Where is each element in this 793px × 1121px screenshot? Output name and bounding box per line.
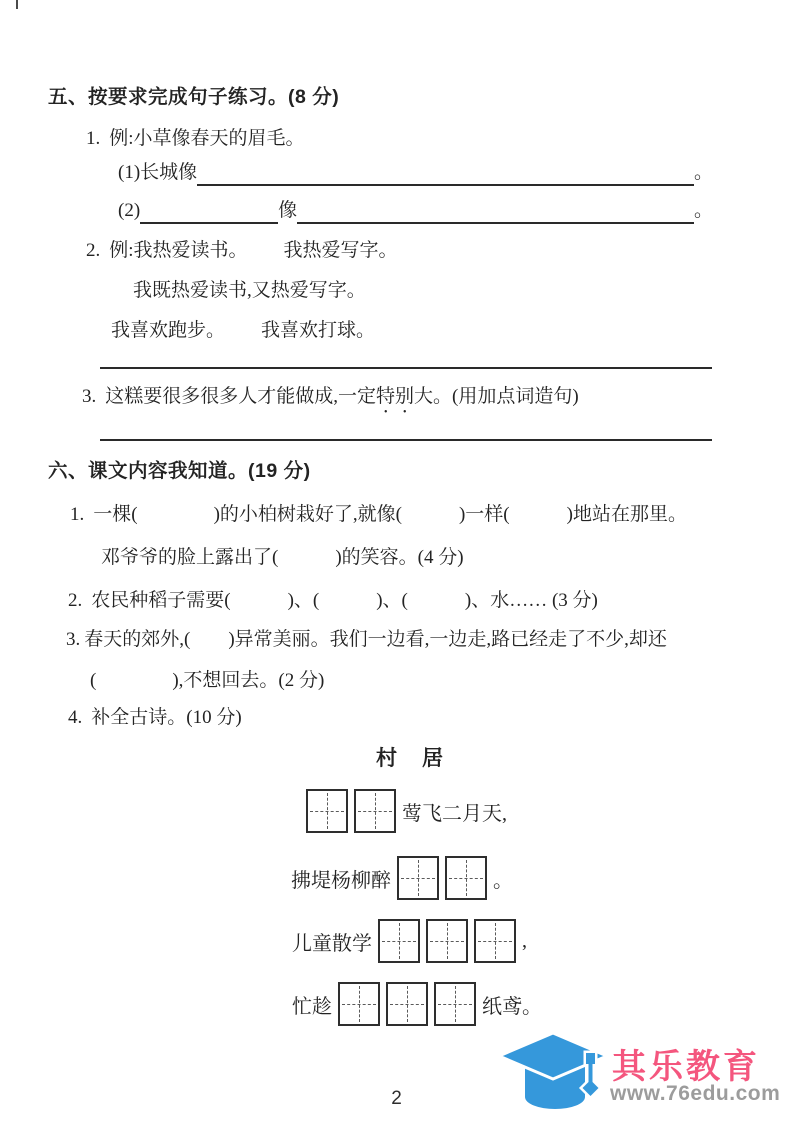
q5-1-sub1-row <box>118 160 713 186</box>
q5-2-task-row <box>111 318 375 344</box>
q5-1-sub2-label: (2) <box>118 200 141 221</box>
q6-3-line1-row <box>66 627 667 653</box>
q5-3-answer-line[interactable] <box>100 439 712 441</box>
writing-grid-box[interactable] <box>474 919 516 963</box>
q6-1-number: 1. <box>70 504 85 525</box>
poem-line-3-text: 儿童散学 <box>292 932 372 955</box>
q5-1-sub1-prefix: 长城像 <box>140 162 198 183</box>
q5-2-merged-row <box>133 278 366 304</box>
writing-grid-box[interactable] <box>354 789 396 833</box>
writing-grid-box[interactable] <box>306 789 348 833</box>
poem-line-1 <box>306 788 507 834</box>
poem-line-4-text: 忙趁 <box>292 995 332 1018</box>
crop-mark <box>16 0 18 9</box>
section-six-heading: 六、课文内容我知道。(19 分) <box>48 460 311 482</box>
q6-3-line1: 春天的郊外,( )异常美丽。我们一边看,一边走,路已经走了不少,却还 <box>84 629 667 650</box>
poem-line-3-boxes <box>378 919 516 963</box>
q5-1-sub2-period: 。 <box>693 200 713 221</box>
poem-line-2-punct: 。 <box>493 869 513 892</box>
poem-line-1-text: 莺飞二月天, <box>402 802 507 825</box>
poem-line-1-boxes <box>306 789 396 833</box>
q5-2-answer-line[interactable] <box>100 367 712 369</box>
brand-logo <box>497 1029 793 1121</box>
page-number: 2 <box>391 1088 402 1109</box>
q5-1-sub2-answer-blank-a[interactable] <box>140 200 278 224</box>
q5-1-example-row <box>86 126 305 152</box>
q5-2-example-a: 例:我热爱读书。 <box>109 240 248 261</box>
writing-grid-box[interactable] <box>378 919 420 963</box>
q5-2-task-b: 我喜欢打球。 <box>261 320 376 341</box>
q5-3-text-before: 这糕要很多很多人才能做成,一定 <box>105 386 377 407</box>
q6-2-number: 2. <box>68 590 83 611</box>
writing-grid-box[interactable] <box>426 919 468 963</box>
q5-2-example-row <box>86 238 398 264</box>
writing-grid-box[interactable] <box>434 982 476 1026</box>
q6-1-line1: 一棵( )的小柏树栽好了,就像( )一样( )地站在那里。 <box>93 504 687 525</box>
q5-1-number: 1. <box>86 128 101 149</box>
graduation-cap-icon <box>497 1031 609 1119</box>
q6-4-row <box>68 705 242 731</box>
q6-2-text: 农民种稻子需要( )、( )、( )、水…… (3 分) <box>91 590 598 611</box>
section-five-heading: 五、按要求完成句子练习。(8 分) <box>48 86 340 108</box>
q6-4-text: 补全古诗。(10 分) <box>91 707 242 728</box>
writing-grid-box[interactable] <box>386 982 428 1026</box>
q6-3-line2: ( ),不想回去。(2 分) <box>90 670 325 691</box>
q6-3-line2-row <box>90 668 324 694</box>
q5-1-sub1-answer-blank[interactable] <box>197 162 694 186</box>
q5-1-sub1-period: 。 <box>693 162 713 183</box>
q5-2-example-merged: 我既热爱读书,又热爱写字。 <box>133 280 366 301</box>
poem-line-4-punct: 纸鸢。 <box>482 995 542 1018</box>
q5-3-row <box>82 384 579 418</box>
brand-url[interactable]: www.76edu.com <box>610 1082 781 1105</box>
poem-title: 村 居 <box>376 747 445 770</box>
q5-2-example-b: 我热爱写字。 <box>283 240 398 261</box>
q5-1-sub2-row <box>118 198 713 224</box>
q5-3-number: 3. <box>82 386 97 407</box>
q5-3-text-after: 大。(用加点词造句) <box>414 386 579 407</box>
q5-1-sub2-mid: 像 <box>278 200 298 221</box>
poem-line-3-punct: , <box>522 929 527 952</box>
poem-line-4 <box>292 981 542 1027</box>
q6-2-row <box>68 588 598 614</box>
poem-line-3 <box>292 918 527 964</box>
q5-1-example-text: 例:小草像春天的眉毛。 <box>109 128 305 149</box>
q5-2-task-a: 我喜欢跑步。 <box>111 320 226 341</box>
q6-1-line2-row <box>101 545 464 571</box>
brand-name: 其乐教育 <box>612 1048 760 1086</box>
poem-line-2-boxes <box>397 856 487 900</box>
q5-1-sub1-label: (1) <box>118 162 141 183</box>
poem-line-2 <box>291 855 513 901</box>
writing-grid-box[interactable] <box>445 856 487 900</box>
q6-1-line2: 邓爷爷的脸上露出了( )的笑容。(4 分) <box>101 547 464 568</box>
writing-grid-box[interactable] <box>338 982 380 1026</box>
poem-line-2-text: 拂堤杨柳醉 <box>291 869 391 892</box>
q6-3-number: 3. <box>66 629 81 650</box>
q6-1-line1-row <box>70 502 687 528</box>
writing-grid-box[interactable] <box>397 856 439 900</box>
poem-line-4-boxes <box>338 982 476 1026</box>
q5-2-number: 2. <box>86 240 101 261</box>
q5-3-dotted-word: 特别 <box>376 386 415 407</box>
q6-4-number: 4. <box>68 707 83 728</box>
q5-1-sub2-answer-blank-b[interactable] <box>297 200 694 224</box>
